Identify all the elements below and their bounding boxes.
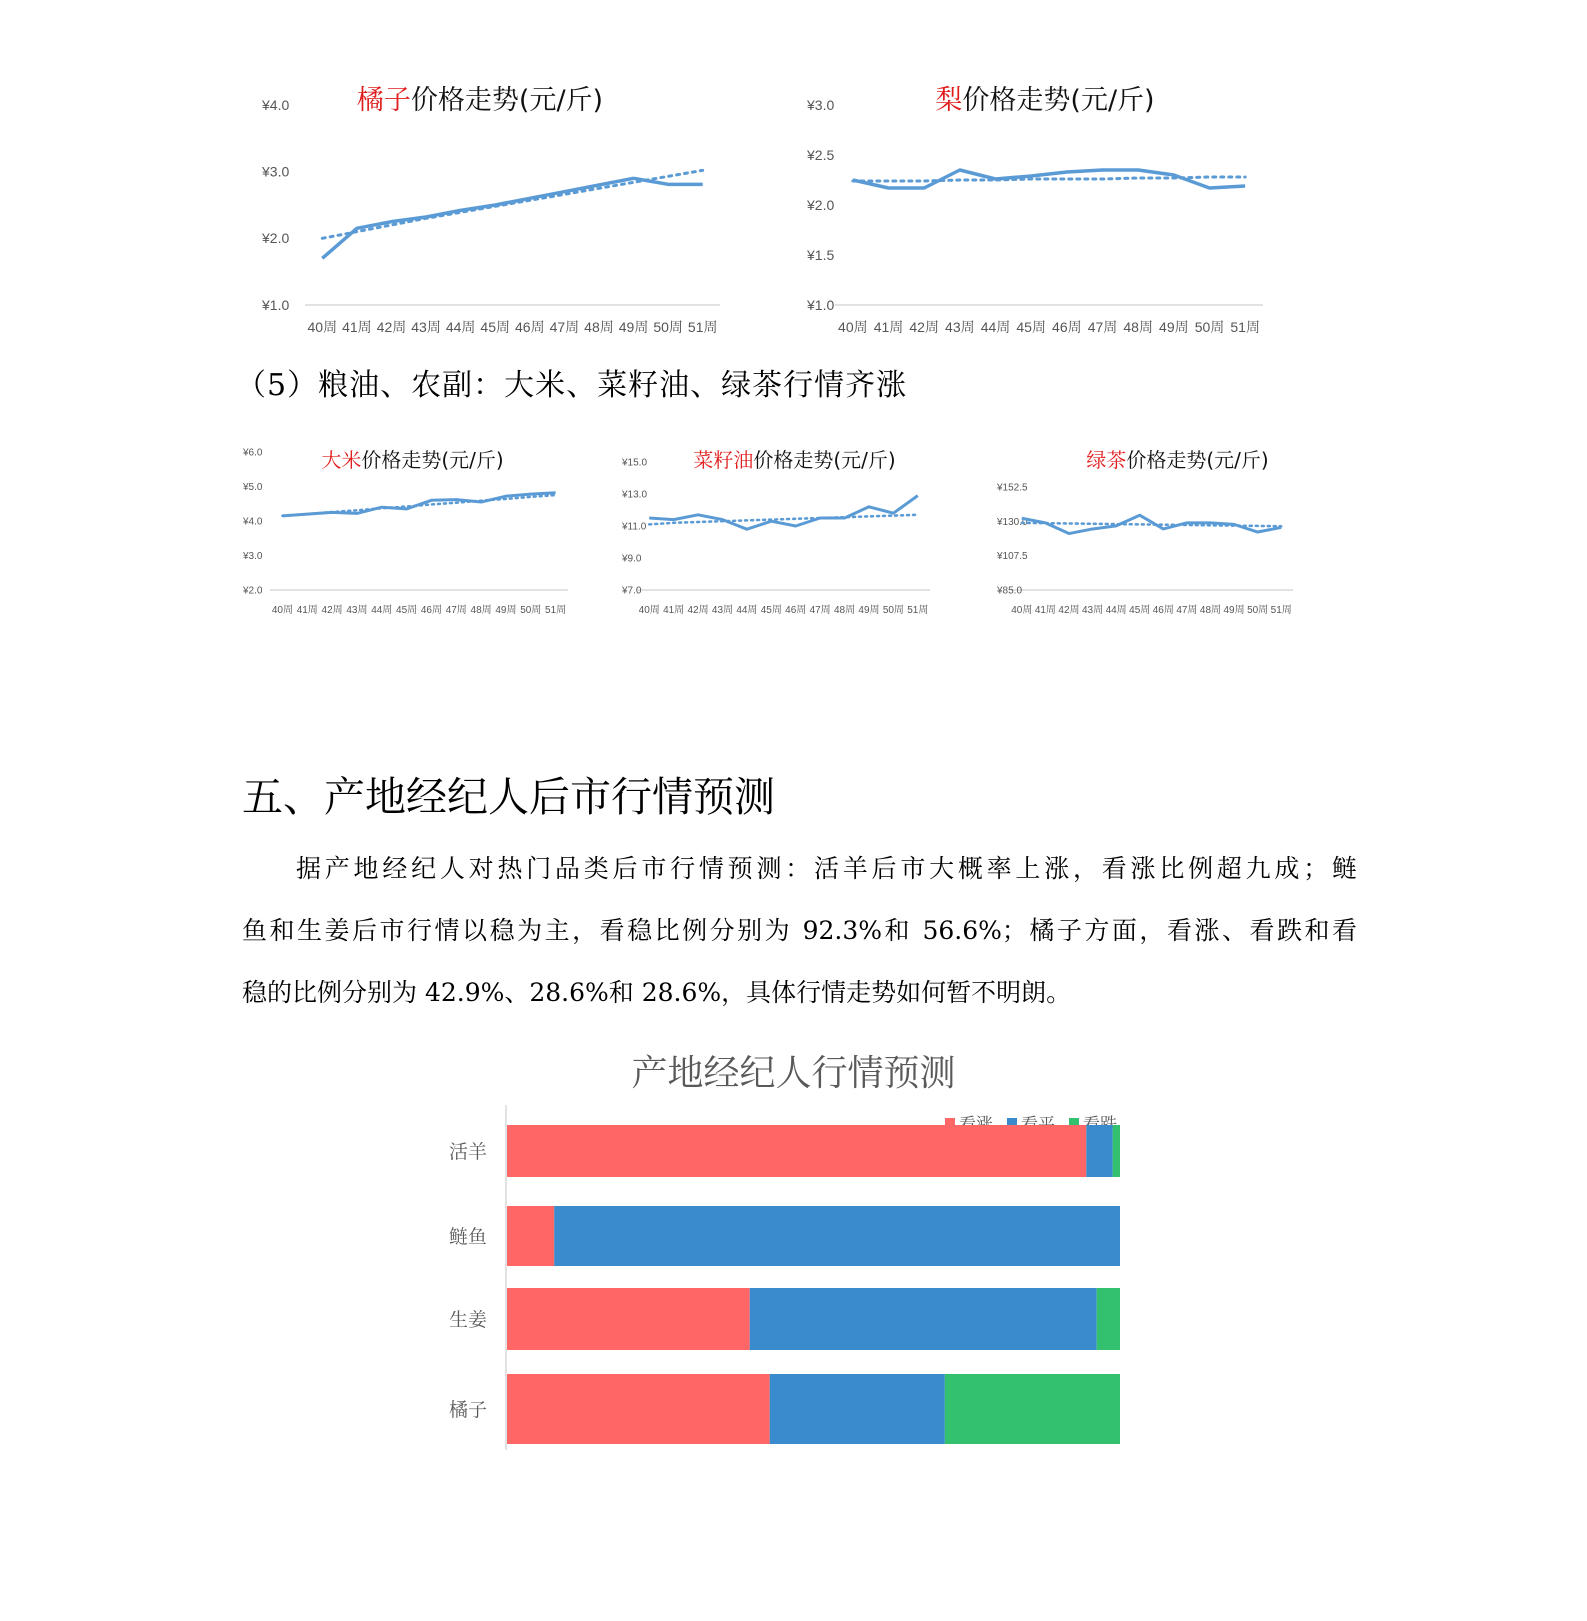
x-tick-label: 45周 [1016, 319, 1046, 335]
x-tick-label: 48周 [1199, 605, 1222, 616]
category-label: 橘子 [448, 1399, 487, 1421]
bar-segment [507, 1206, 554, 1266]
x-tick-label: 42周 [909, 319, 939, 335]
x-tick-label: 50周 [1247, 605, 1269, 616]
y-tick-label: ¥130.0 [997, 516, 1028, 528]
chart-title [785, 78, 1305, 117]
x-tick-label: 46周 [420, 605, 442, 616]
y-tick-label: ¥5.0 [243, 482, 263, 493]
price-line [1022, 515, 1281, 533]
paragraph-line: 据产地经纪人对热门品类后市行情预测：活羊后市大概率上涨，看涨比例超九成；鲢 [296, 854, 1357, 883]
x-tick-label: 51周 [687, 319, 718, 335]
bar-segment [1113, 1125, 1120, 1177]
y-tick-label: ¥2.0 [807, 196, 835, 213]
y-tick-label: ¥1.0 [807, 296, 835, 313]
y-tick-label: ¥85.0 [997, 585, 1023, 597]
bar-segment [750, 1288, 1097, 1350]
x-tick-label: 46周 [785, 605, 807, 616]
x-tick-label: 41周 [873, 319, 904, 335]
x-tick-label: 50周 [520, 605, 542, 616]
y-tick-label: ¥7.0 [622, 585, 642, 597]
x-tick-label: 50周 [882, 605, 904, 616]
x-tick-label: 40周 [638, 605, 660, 616]
category-label: 生姜 [448, 1309, 487, 1331]
chart-title-highlight: 橘子 [356, 85, 411, 116]
paragraph-line: 鱼和生姜后市行情以稳为主，看稳比例分别为 92.3%和 56.6%；橘子方面，看涨、看跌和看 [242, 916, 1357, 945]
line-chart-green-tea [995, 435, 1360, 645]
x-tick-label: 46周 [1152, 605, 1174, 616]
section-title: 五、产地经纪人后市行情预测 [242, 773, 775, 821]
x-tick-label: 51周 [1270, 605, 1292, 616]
y-tick-label: ¥2.0 [262, 230, 290, 247]
x-tick-label: 46周 [1052, 319, 1082, 335]
bar-segment [1097, 1288, 1120, 1350]
x-tick-label: 44周 [445, 319, 476, 335]
bar-segment [770, 1374, 945, 1444]
x-tick-label: 47周 [809, 605, 831, 616]
line-chart-orange [220, 70, 740, 340]
x-tick-label: 44周 [1105, 605, 1127, 616]
bar-segment [1086, 1125, 1112, 1177]
x-tick-label: 45周 [1129, 605, 1151, 616]
y-tick-label: ¥1.5 [807, 246, 835, 263]
y-tick-label: ¥107.5 [997, 551, 1028, 563]
x-tick-label: 51周 [1230, 319, 1260, 335]
x-tick-label: 43周 [1081, 605, 1104, 616]
y-tick-label: ¥9.0 [622, 553, 642, 565]
x-tick-label: 45周 [480, 319, 510, 335]
x-tick-label: 49周 [1223, 605, 1245, 616]
chart-title [612, 444, 977, 473]
x-tick-label: 50周 [1194, 319, 1225, 335]
x-tick-label: 40周 [307, 319, 338, 335]
bar-segment [945, 1374, 1120, 1444]
x-tick-label: 48周 [1123, 319, 1153, 335]
line-chart-rice [230, 435, 595, 645]
x-tick-label: 41周 [1034, 605, 1056, 616]
x-tick-label: 45周 [760, 605, 782, 616]
x-tick-label: 42周 [687, 605, 709, 616]
y-tick-label: ¥4.0 [262, 96, 290, 113]
stacked-bar-svg [0, 1141, 1587, 1520]
price-line [649, 496, 918, 530]
y-tick-label: ¥15.0 [622, 457, 648, 469]
y-tick-label: ¥2.5 [807, 146, 835, 163]
bar-chart-title: 产地经纪人行情预测 [631, 1053, 956, 1094]
chart-title-rest: 价格走势(元/斤) [753, 448, 896, 472]
x-tick-label: 41周 [342, 319, 372, 335]
category-label: 活羊 [448, 1141, 487, 1163]
chart-title-highlight: 绿茶 [1086, 448, 1127, 472]
category-label: 鲢鱼 [448, 1226, 487, 1248]
x-tick-label: 42周 [376, 319, 407, 335]
stacked-bar-chart [0, 1141, 1587, 1520]
y-tick-label: ¥1.0 [262, 296, 290, 313]
y-tick-label: ¥2.0 [243, 585, 263, 597]
y-tick-label: ¥11.0 [622, 521, 647, 533]
chart-title-highlight: 大米 [321, 448, 362, 472]
x-tick-label: 43周 [711, 605, 734, 616]
x-tick-label: 48周 [470, 605, 492, 616]
chart-title-rest: 价格走势(元/斤) [410, 85, 604, 116]
x-tick-label: 43周 [411, 319, 441, 335]
line-chart-rapeseed-oil [612, 435, 977, 645]
forecast-paragraph [242, 838, 1357, 1024]
x-tick-label: 44周 [736, 605, 758, 616]
x-tick-label: 44周 [371, 605, 393, 616]
x-tick-label: 49周 [618, 319, 649, 335]
x-tick-label: 49周 [1159, 319, 1189, 335]
x-tick-label: 42周 [321, 605, 343, 616]
chart-title [230, 444, 595, 473]
paragraph-line: 稳的比例分别为 42.9%、28.6%和 28.6%，具体行情走势如何暂不明朗。 [242, 978, 1072, 1007]
chart-title [995, 444, 1360, 473]
chart-title-highlight: 菜籽油 [693, 448, 754, 472]
x-tick-label: 41周 [663, 605, 685, 616]
chart-title-rest: 价格走势(元/斤) [962, 85, 1155, 116]
x-tick-label: 47周 [445, 605, 467, 616]
y-tick-label: ¥3.0 [807, 96, 835, 113]
price-line [282, 493, 555, 516]
x-tick-label: 47周 [1087, 319, 1118, 335]
line-chart-pear [785, 70, 1305, 340]
x-tick-label: 45周 [396, 605, 418, 616]
chart-title [220, 78, 740, 117]
subheading: （5）粮油、农副：大米、菜籽油、绿茶行情齐涨 [236, 368, 908, 403]
x-tick-label: 47周 [1176, 605, 1198, 616]
x-tick-label: 51周 [545, 605, 567, 616]
x-tick-label: 43周 [346, 605, 368, 616]
y-tick-label: ¥13.0 [622, 489, 648, 501]
x-tick-label: 47周 [549, 319, 580, 335]
x-tick-label: 46周 [515, 319, 545, 335]
chart-title-rest: 价格走势(元/斤) [361, 448, 504, 472]
chart-title-rest: 价格走势(元/斤) [1126, 448, 1269, 472]
x-tick-label: 49周 [858, 605, 880, 616]
x-tick-label: 40周 [838, 319, 868, 335]
y-tick-label: ¥6.0 [243, 447, 263, 459]
chart-title-highlight: 梨 [935, 85, 963, 116]
x-tick-label: 44周 [980, 319, 1011, 335]
x-tick-label: 48周 [584, 319, 614, 335]
x-tick-label: 51周 [907, 605, 929, 616]
x-tick-label: 42周 [1058, 605, 1080, 616]
x-tick-label: 40周 [1011, 605, 1033, 616]
x-tick-label: 43周 [945, 319, 975, 335]
y-tick-label: ¥4.0 [243, 516, 263, 528]
x-tick-label: 41周 [296, 605, 318, 616]
x-tick-label: 50周 [653, 319, 683, 335]
bar-segment [507, 1288, 750, 1350]
price-line [322, 178, 702, 258]
x-tick-label: 48周 [833, 605, 856, 616]
bar-segment [507, 1125, 1086, 1177]
y-tick-label: ¥3.0 [243, 551, 263, 562]
x-tick-label: 40周 [271, 605, 293, 616]
bar-segment [554, 1206, 1120, 1266]
y-tick-label: ¥3.0 [262, 163, 290, 180]
y-tick-label: ¥152.5 [997, 482, 1028, 494]
x-tick-label: 49周 [495, 605, 517, 616]
bar-segment [507, 1374, 770, 1444]
